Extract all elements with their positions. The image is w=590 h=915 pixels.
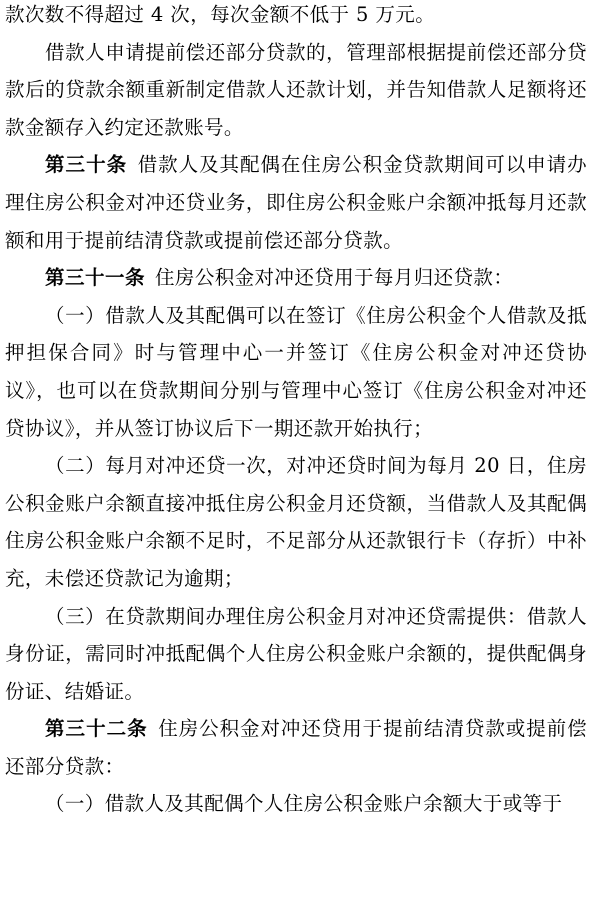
paragraph-early-repayment-plan	[5, 34, 587, 147]
article-number: 第三十一条	[45, 266, 146, 290]
article-text: 借款人及其配偶在住房公积金贷款期间可以申请办理住房公积金对冲还贷业务，即住房公积金账户余额冲抵每月还款额和用于提前结清贷款或提前偿还部分贷款。	[5, 153, 587, 252]
article-30	[5, 146, 587, 259]
article-number: 第三十条	[45, 153, 128, 177]
paragraph-text: 款次数不得超过 4 次，每次金额不低于 5 万元。	[5, 3, 436, 26]
list-item-text: （一）借款人及其配偶个人住房公积金账户余额大于或等于	[45, 792, 563, 816]
paragraph-text: 借款人申请提前偿还部分贷款的，管理部根据提前偿还部分贷款后的贷款余额重新制定借款人还款计划，并告知借款人足额将还款金额存入约定还款账号。	[5, 40, 587, 139]
article-31	[5, 259, 587, 297]
paragraph-continuation	[5, 0, 587, 34]
article-32-item-1	[5, 785, 587, 823]
article-text: 住房公积金对冲还贷用于提前结清贷款或提前偿还部分贷款：	[5, 717, 587, 778]
article-31-item-1	[5, 297, 587, 447]
list-item-text: （一）借款人及其配偶可以在签订《住房公积金个人借款及抵押担保合同》时与管理中心一并签订《住房公积金对冲还贷协议》，也可以在贷款期间分别与管理中心签订《住房公积金对冲还贷协议》，并从签订协议后下一期还款开始执行；	[5, 303, 587, 440]
article-32	[5, 710, 587, 785]
article-31-item-2	[5, 447, 587, 597]
article-31-item-3	[5, 598, 587, 711]
article-number: 第三十二条	[45, 717, 148, 741]
list-item-text: （二）每月对冲还贷一次，对冲还贷时间为每月 20 日，住房公积金账户余额直接冲抵住房公积金月还贷额，当借款人及其配偶住房公积金账户余额不足时，不足部分从还款银行卡（存折）中补充，未偿还贷款记为逾期；	[5, 454, 587, 590]
list-item-text: （三）在贷款期间办理住房公积金月对冲还贷需提供：借款人身份证，需同时冲抵配偶个人住房公积金账户余额的，提供配偶身份证、结婚证。	[5, 604, 587, 703]
article-text: 住房公积金对冲还贷用于每月归还贷款：	[155, 266, 514, 290]
